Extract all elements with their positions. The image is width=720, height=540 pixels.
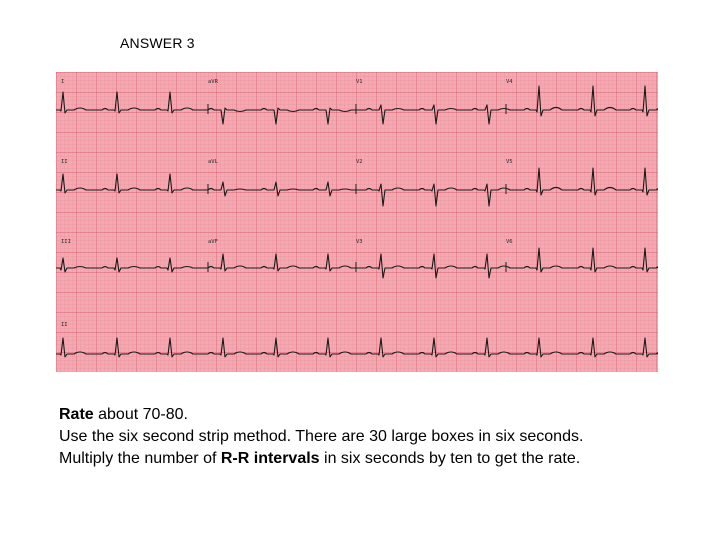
lead-label-avf: aVF: [208, 239, 218, 245]
slide-title: ANSWER 3: [120, 35, 195, 51]
lead-label-rhythm: II: [61, 322, 68, 328]
lead-label-i: I: [61, 79, 65, 85]
lead-label-avr: aVR: [208, 79, 218, 85]
explanation-text: [59, 404, 583, 470]
multiply-text-before: Multiply the number of: [59, 450, 221, 467]
lead-label-iii: III: [61, 239, 71, 245]
rate-term: Rate: [59, 406, 94, 423]
multiply-line: [59, 448, 583, 470]
rate-line: [59, 404, 583, 426]
lead-label-ii: II: [61, 159, 68, 165]
lead-label-v3: V3: [356, 239, 363, 245]
ecg-strip: [56, 72, 658, 372]
lead-label-v6: V6: [506, 239, 513, 245]
lead-label-avl: aVL: [208, 159, 218, 165]
multiply-text-after: in six seconds by ten to get the rate.: [319, 450, 581, 467]
rate-value: about 70-80.: [93, 406, 188, 423]
lead-label-v4: V4: [506, 79, 513, 85]
lead-label-v5: V5: [506, 159, 513, 165]
method-line: Use the six second strip method. There are 30 large boxes in six seconds.: [59, 428, 584, 445]
lead-label-v1: V1: [356, 79, 363, 85]
rr-intervals-term: R-R intervals: [220, 450, 320, 467]
ecg-grid: [56, 72, 658, 372]
lead-label-v2: V2: [356, 159, 363, 165]
